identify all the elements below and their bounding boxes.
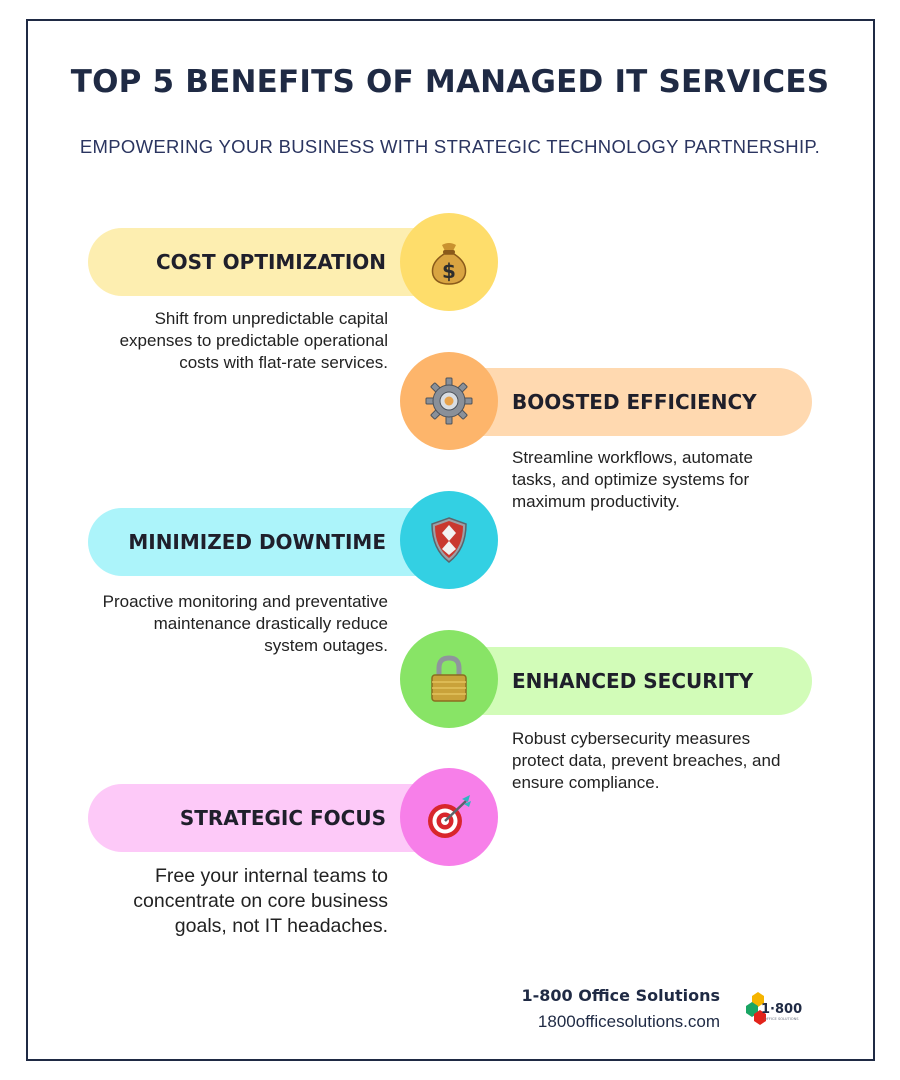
benefit-strategic-focus-pill: [88, 784, 448, 852]
benefit-minimized-downtime-pill: [88, 508, 448, 576]
benefit-title: MINIMIZED DOWNTIME: [128, 530, 386, 554]
gear-icon: [424, 376, 474, 426]
benefit-strategic-focus-badge: [400, 768, 498, 866]
benefit-cost-optimization-pill: [88, 228, 448, 296]
footer-company-name: 1-800 Office Solutions: [521, 986, 720, 1005]
benefit-title: COST OPTIMIZATION: [155, 250, 386, 274]
benefit-description: Proactive monitoring and preventative maintenance drastically reduce system outages.: [102, 592, 388, 655]
page-subtitle: EMPOWERING YOUR BUSINESS WITH STRATEGIC TECHNOLOGY PARTNERSHIP.: [79, 136, 821, 157]
benefit-boosted-efficiency-badge: [400, 352, 498, 450]
shield-icon: [424, 515, 474, 565]
lock-icon: [424, 654, 474, 704]
benefit-enhanced-security-badge: [400, 630, 498, 728]
company-logo: [744, 990, 808, 1030]
page-title: TOP 5 BENEFITS OF MANAGED IT SERVICES: [70, 64, 830, 100]
benefit-title: ENHANCED SECURITY: [512, 669, 754, 693]
benefit-enhanced-security-pill: [450, 647, 812, 715]
benefit-minimized-downtime-badge: [400, 491, 498, 589]
benefit-description: Robust cybersecurity measures protect data, prevent breaches, and ensure compliance.: [512, 729, 781, 792]
benefit-description: Streamline workflows, automate tasks, and optimize systems for maximum productivity.: [512, 448, 753, 511]
benefit-cost-optimization-badge: [400, 213, 498, 311]
benefit-title: BOOSTED EFFICIENCY: [512, 390, 757, 414]
logo-subtext: OFFICE SOLUTIONS: [764, 1017, 799, 1021]
money-bag-icon: [424, 237, 474, 287]
footer-website-link[interactable]: 1800officesolutions.com: [537, 1012, 720, 1031]
logo-text: 1·800: [761, 1002, 803, 1017]
target-icon: [424, 792, 474, 842]
benefit-description: Free your internal teams to concentrate on core business goals, not IT headaches.: [133, 865, 388, 937]
benefit-description: Shift from unpredictable capital expenses to predictable operational costs with flat-rate services.: [119, 309, 388, 372]
benefit-boosted-efficiency-pill: [450, 368, 812, 436]
benefit-title: STRATEGIC FOCUS: [179, 806, 386, 830]
svg-text:$: $: [442, 259, 456, 283]
